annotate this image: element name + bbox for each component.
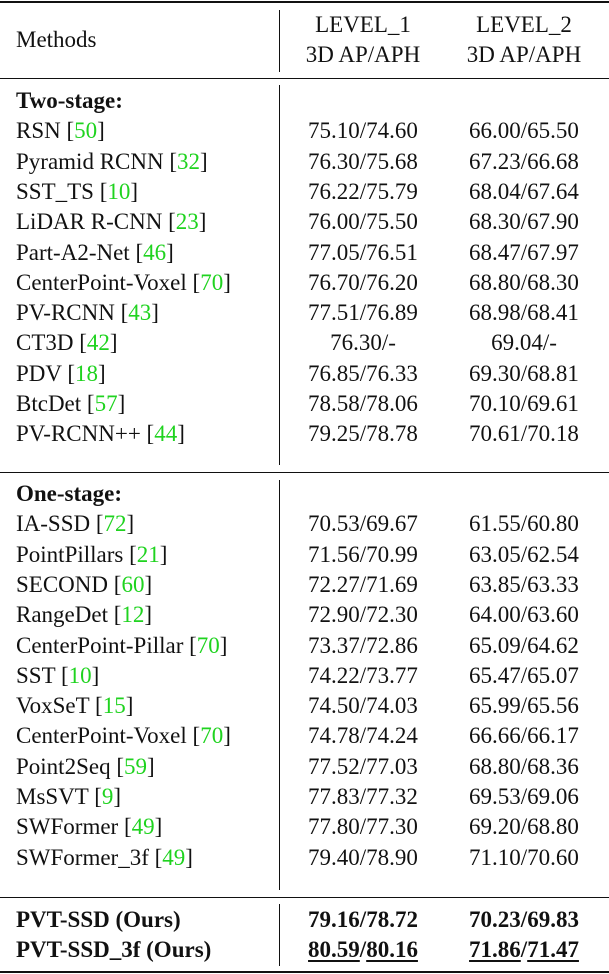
level1-ap: 79.16 bbox=[308, 907, 360, 932]
bracket: [ bbox=[55, 662, 69, 688]
level1-aph: 80.16 bbox=[366, 937, 418, 962]
citation-link[interactable]: 57 bbox=[94, 391, 118, 416]
table-row bbox=[0, 600, 609, 630]
citation-link[interactable]: 70 bbox=[200, 269, 224, 295]
table-row bbox=[0, 752, 609, 782]
bracket: ] bbox=[198, 209, 207, 235]
bracket: [ bbox=[60, 118, 75, 144]
method-name: SST_TS bbox=[16, 178, 94, 204]
bracket: [ bbox=[90, 511, 104, 537]
bracket: [ bbox=[114, 300, 129, 326]
level2-value bbox=[446, 935, 602, 965]
level1-value: 76.30/75.68 bbox=[308, 148, 418, 174]
level2-ap: 71.86 bbox=[469, 937, 521, 962]
header-rule bbox=[0, 78, 609, 79]
method-cell bbox=[16, 782, 121, 812]
citation-link[interactable]: 21 bbox=[136, 541, 160, 567]
method-name: CT3D bbox=[16, 330, 74, 356]
level1-value: 77.83/77.32 bbox=[308, 784, 418, 809]
level1-value: 73.37/72.86 bbox=[308, 632, 418, 658]
header-level1: LEVEL_1 bbox=[315, 12, 411, 37]
header-level1-metric: 3D AP/APH bbox=[305, 42, 421, 67]
method-cell bbox=[16, 661, 99, 691]
method-cell bbox=[16, 691, 133, 721]
bracket: [ bbox=[118, 814, 132, 840]
bracket: ] bbox=[98, 360, 106, 386]
citation-link[interactable]: 10 bbox=[107, 178, 131, 204]
bracket: ] bbox=[144, 571, 153, 597]
level2-value: 65.09/64.62 bbox=[469, 632, 579, 658]
slash: / bbox=[520, 907, 528, 932]
bracket: [ bbox=[81, 391, 95, 416]
level2-value: 68.98/68.41 bbox=[469, 300, 579, 326]
level2-value: 70.10/69.61 bbox=[469, 391, 579, 416]
citation-link[interactable]: 42 bbox=[86, 330, 110, 356]
bracket: [ bbox=[186, 723, 201, 749]
method-cell bbox=[16, 631, 227, 661]
citation-link[interactable]: 15 bbox=[102, 693, 126, 719]
table-row bbox=[0, 661, 609, 691]
level2-value: 63.05/62.54 bbox=[469, 541, 579, 567]
slash: / bbox=[359, 907, 367, 932]
table-row bbox=[0, 419, 609, 449]
ours-divider bbox=[0, 897, 609, 898]
method-name: VoxSeT bbox=[16, 693, 90, 719]
bracket: ] bbox=[151, 300, 159, 326]
bracket: ] bbox=[144, 602, 153, 628]
method-cell bbox=[16, 812, 162, 842]
citation-link[interactable]: 70 bbox=[196, 632, 220, 658]
method-name: MsSVT bbox=[16, 784, 89, 809]
bracket: [ bbox=[183, 632, 197, 658]
level2-value: 63.85/63.33 bbox=[469, 571, 579, 597]
citation-link[interactable]: 72 bbox=[103, 511, 127, 537]
level2-value: 69.30/68.81 bbox=[469, 360, 579, 386]
bracket: ] bbox=[223, 269, 231, 295]
vertical-separator bbox=[279, 10, 280, 72]
level1-value: 79.25/78.78 bbox=[308, 421, 418, 447]
method-cell bbox=[16, 177, 138, 207]
slash: / bbox=[520, 937, 528, 962]
level1-value: 77.80/77.30 bbox=[308, 814, 418, 840]
bracket: ] bbox=[117, 391, 126, 416]
ours-row bbox=[0, 935, 609, 965]
citation-link[interactable]: 10 bbox=[68, 662, 92, 688]
level2-value: 71.10/70.60 bbox=[469, 844, 579, 870]
bracket: [ bbox=[148, 844, 163, 870]
table-row bbox=[0, 631, 609, 661]
citation-link[interactable]: 9 bbox=[101, 784, 114, 809]
method-cell bbox=[16, 298, 159, 328]
bracket: ] bbox=[159, 541, 168, 567]
bracket: [ bbox=[93, 178, 108, 204]
level2-value: 68.30/67.90 bbox=[469, 209, 579, 235]
method-cell bbox=[16, 509, 134, 539]
bracket: [ bbox=[89, 693, 103, 719]
method-cell bbox=[16, 268, 231, 298]
bracket: [ bbox=[110, 753, 124, 779]
level2-aph: 71.47 bbox=[527, 937, 579, 962]
bracket: [ bbox=[107, 602, 122, 628]
level1-value: 77.51/76.89 bbox=[308, 300, 418, 326]
level1-value: 76.00/75.50 bbox=[308, 209, 418, 235]
header-level2-metric: 3D AP/APH bbox=[466, 42, 582, 67]
method-name: PV-RCNN bbox=[16, 300, 115, 326]
method-name: BtcDet bbox=[16, 391, 82, 416]
bracket: ] bbox=[147, 753, 155, 779]
bracket: [ bbox=[163, 148, 178, 174]
bracket: ] bbox=[130, 178, 139, 204]
level2-value: 68.04/67.64 bbox=[469, 178, 579, 204]
bottom-rule bbox=[0, 971, 609, 973]
citation-link[interactable]: 44 bbox=[154, 421, 178, 447]
section-title-row bbox=[0, 479, 609, 509]
level1-value: 76.70/76.20 bbox=[308, 269, 418, 295]
level2-value: 68.80/68.36 bbox=[469, 753, 579, 779]
method-name: IA-SSD bbox=[16, 511, 91, 537]
level1-value: 79.40/78.90 bbox=[308, 844, 418, 870]
level1-value: 78.58/78.06 bbox=[308, 391, 418, 416]
level2-value: 66.00/65.50 bbox=[469, 118, 579, 144]
table-row bbox=[0, 238, 609, 268]
citation-link[interactable]: 49 bbox=[131, 814, 155, 840]
bracket: ] bbox=[154, 814, 163, 840]
bracket: ] bbox=[91, 662, 100, 688]
citation-link[interactable]: 12 bbox=[121, 602, 145, 628]
table-row bbox=[0, 691, 609, 721]
citation-link[interactable]: 23 bbox=[175, 209, 199, 235]
level1-value: 72.27/71.69 bbox=[308, 571, 418, 597]
level2-value: 61.55/60.80 bbox=[469, 511, 579, 537]
method-name: PVT-SSD (Ours) bbox=[16, 907, 181, 932]
level2-value: 70.61/70.18 bbox=[469, 421, 579, 447]
level1-value: 77.05/76.51 bbox=[308, 239, 418, 265]
bracket: [ bbox=[186, 269, 201, 295]
method-name: Point2Seq bbox=[16, 753, 111, 779]
method-name: LiDAR R-CNN bbox=[16, 209, 163, 235]
method-name: SWFormer bbox=[16, 814, 119, 840]
section-title: One-stage: bbox=[16, 481, 123, 506]
level1-value: 77.52/77.03 bbox=[308, 753, 418, 779]
table-row bbox=[0, 268, 609, 298]
method-name: CenterPoint-Voxel bbox=[16, 269, 187, 295]
bracket: [ bbox=[123, 541, 137, 567]
section-divider bbox=[0, 472, 609, 473]
method-cell bbox=[16, 359, 106, 389]
level1-value: 74.50/74.03 bbox=[308, 693, 418, 719]
level1-value: 71.56/70.99 bbox=[308, 541, 418, 567]
method-cell bbox=[16, 600, 152, 630]
method-name: PointPillars bbox=[16, 541, 124, 567]
level1-value: 76.85/76.33 bbox=[308, 360, 418, 386]
level1-value: 76.30/- bbox=[330, 330, 396, 356]
table-row bbox=[0, 116, 609, 146]
table-row bbox=[0, 207, 609, 237]
table-row bbox=[0, 147, 609, 177]
level1-value: 74.22/73.77 bbox=[308, 662, 418, 688]
method-name: Pyramid RCNN bbox=[16, 148, 164, 174]
bracket: [ bbox=[129, 239, 144, 265]
table-row bbox=[0, 540, 609, 570]
method-name: RangeDet bbox=[16, 602, 108, 628]
header-methods: Methods bbox=[16, 27, 97, 52]
bracket: ] bbox=[113, 784, 122, 809]
citation-link[interactable]: 32 bbox=[177, 148, 201, 174]
bracket: ] bbox=[200, 148, 208, 174]
bracket: ] bbox=[185, 844, 193, 870]
level2-value bbox=[446, 905, 602, 935]
citation-link[interactable]: 18 bbox=[75, 360, 99, 386]
header-level2: LEVEL_2 bbox=[476, 12, 572, 37]
bracket: [ bbox=[88, 784, 102, 809]
bracket: ] bbox=[166, 239, 174, 265]
method-cell bbox=[16, 147, 208, 177]
level1-value bbox=[290, 905, 436, 935]
table-row bbox=[0, 177, 609, 207]
citation-link[interactable]: 59 bbox=[124, 753, 147, 779]
bracket: ] bbox=[177, 421, 185, 447]
bracket: [ bbox=[140, 421, 155, 447]
slash: / bbox=[359, 937, 367, 962]
method-cell bbox=[16, 540, 167, 570]
level2-value: 68.80/68.30 bbox=[469, 269, 579, 295]
table-row bbox=[0, 359, 609, 389]
method-cell bbox=[16, 389, 125, 419]
method-name: SST bbox=[16, 662, 56, 688]
citation-link[interactable]: 46 bbox=[143, 239, 167, 265]
table-row bbox=[0, 782, 609, 812]
bracket: ] bbox=[223, 723, 231, 749]
level2-value: 65.99/65.56 bbox=[469, 693, 579, 719]
citation-link[interactable]: 50 bbox=[74, 118, 98, 144]
level1-value: 76.22/75.79 bbox=[308, 178, 418, 204]
citation-link[interactable]: 70 bbox=[200, 723, 224, 749]
level1-aph: 78.72 bbox=[366, 907, 418, 932]
bracket: [ bbox=[162, 209, 176, 235]
table-row bbox=[0, 298, 609, 328]
method-name: CenterPoint-Pillar bbox=[16, 632, 184, 658]
bracket: [ bbox=[61, 360, 76, 386]
method-name: SWFormer_3f bbox=[16, 844, 149, 870]
bracket: ] bbox=[97, 118, 105, 144]
table-row bbox=[0, 509, 609, 539]
top-rule bbox=[0, 1, 609, 3]
level2-value: 67.23/66.68 bbox=[469, 148, 579, 174]
method-cell bbox=[16, 238, 174, 268]
level1-value: 74.78/74.24 bbox=[308, 723, 418, 749]
citation-link[interactable]: 60 bbox=[121, 571, 145, 597]
level1-value: 70.53/69.67 bbox=[308, 511, 418, 537]
bracket: [ bbox=[108, 571, 122, 597]
method-name: RSN bbox=[16, 118, 61, 144]
section-title-row bbox=[0, 86, 609, 116]
method-cell bbox=[16, 721, 231, 751]
level2-aph: 69.83 bbox=[527, 907, 579, 932]
citation-link[interactable]: 43 bbox=[128, 300, 152, 326]
level2-value: 68.47/67.97 bbox=[469, 239, 579, 265]
table-row bbox=[0, 389, 609, 419]
method-name: PDV bbox=[16, 360, 62, 386]
level1-value: 72.90/72.30 bbox=[308, 602, 418, 628]
level1-value: 75.10/74.60 bbox=[308, 118, 418, 144]
level2-value: 69.04/- bbox=[491, 330, 557, 356]
table-row bbox=[0, 812, 609, 842]
method-name: PV-RCNN++ bbox=[16, 421, 141, 447]
method-name: PVT-SSD_3f (Ours) bbox=[16, 937, 212, 962]
bracket: ] bbox=[126, 511, 135, 537]
method-cell bbox=[16, 570, 152, 600]
bracket: ] bbox=[109, 330, 118, 356]
method-cell bbox=[16, 116, 105, 146]
table-row bbox=[0, 328, 609, 358]
table-row bbox=[0, 843, 609, 873]
citation-link[interactable]: 49 bbox=[162, 844, 186, 870]
level2-value: 69.53/69.06 bbox=[469, 784, 579, 809]
method-name: SECOND bbox=[16, 571, 109, 597]
method-name: Part-A2-Net bbox=[16, 239, 130, 265]
method-cell bbox=[16, 419, 185, 449]
method-cell bbox=[16, 752, 155, 782]
section-title: Two-stage: bbox=[16, 88, 123, 113]
bracket: ] bbox=[219, 632, 228, 658]
level2-value: 69.20/68.80 bbox=[469, 814, 579, 840]
bracket: ] bbox=[125, 693, 134, 719]
ours-row bbox=[0, 905, 609, 935]
table-row bbox=[0, 721, 609, 751]
level2-value: 65.47/65.07 bbox=[469, 662, 579, 688]
level1-value bbox=[290, 935, 436, 965]
level1-ap: 80.59 bbox=[308, 937, 360, 962]
bracket: [ bbox=[73, 330, 87, 356]
method-cell bbox=[16, 207, 206, 237]
level2-ap: 70.23 bbox=[469, 907, 521, 932]
level2-value: 66.66/66.17 bbox=[469, 723, 579, 749]
method-cell bbox=[16, 328, 118, 358]
level2-value: 64.00/63.60 bbox=[469, 602, 579, 628]
table-row bbox=[0, 570, 609, 600]
method-name: CenterPoint-Voxel bbox=[16, 723, 187, 749]
method-cell bbox=[16, 843, 193, 873]
